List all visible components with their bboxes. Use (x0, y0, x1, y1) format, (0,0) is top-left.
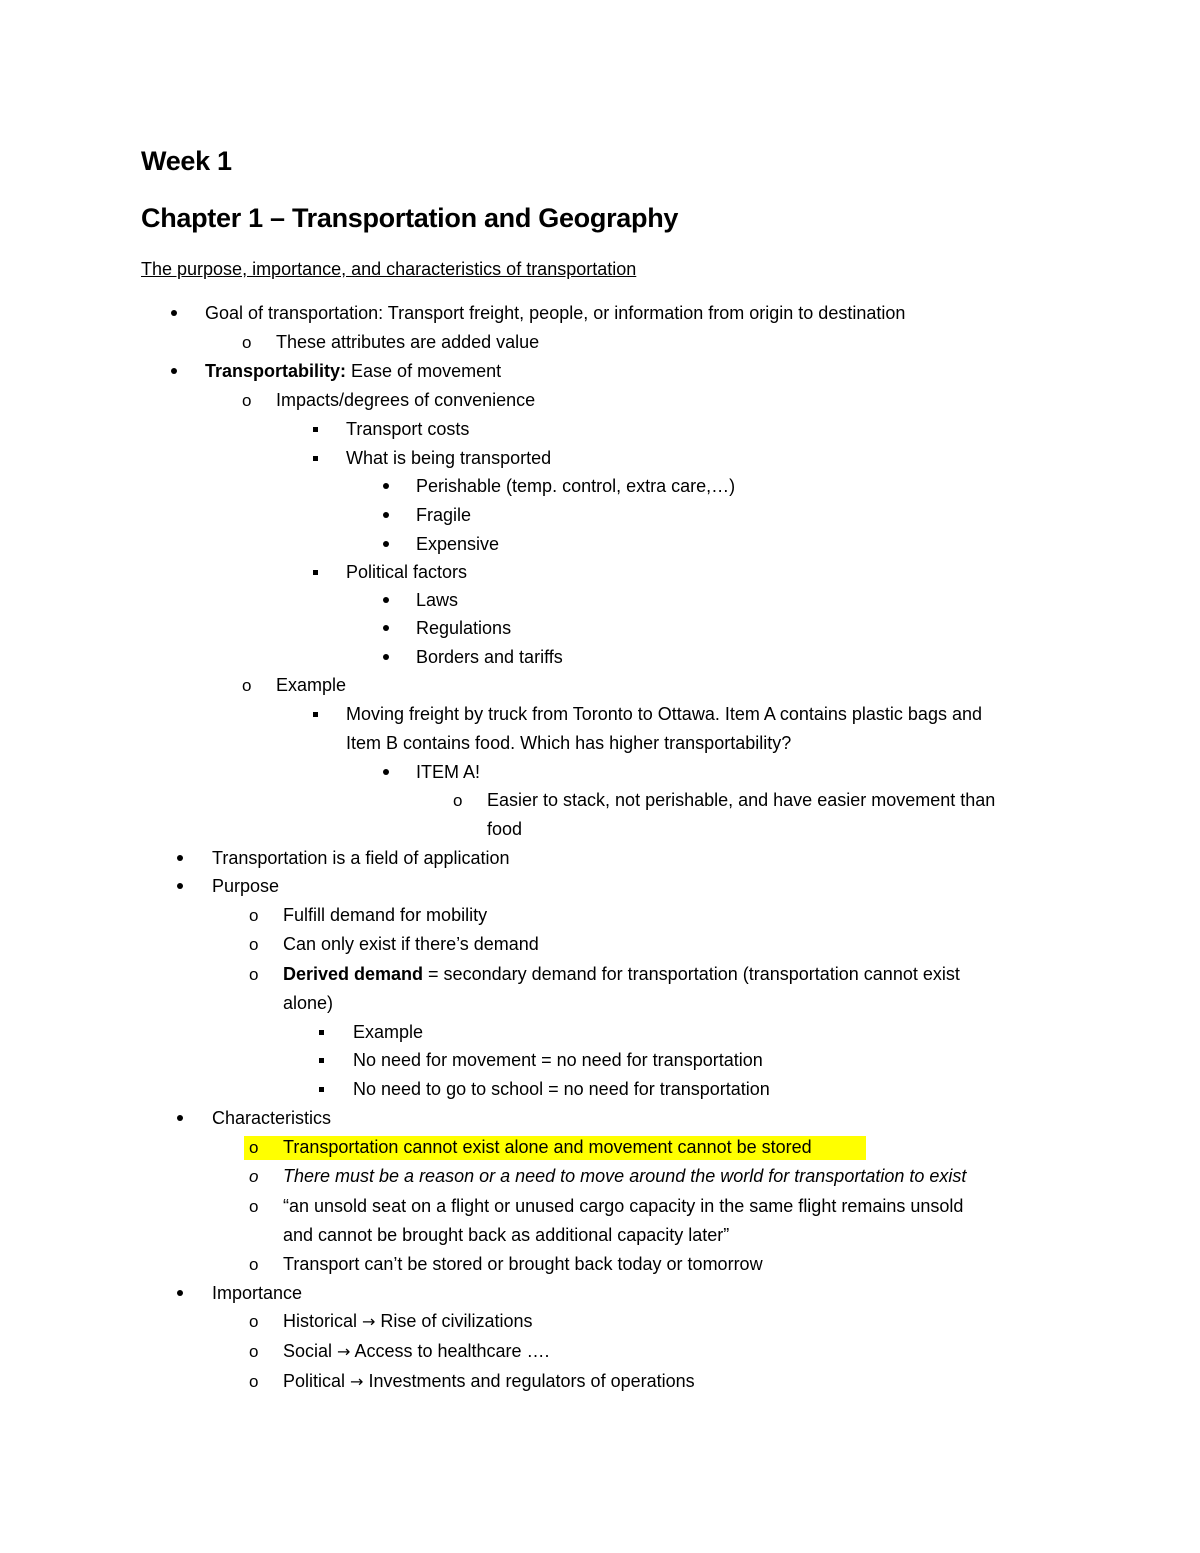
bullet-ring: o (249, 1197, 259, 1216)
bullet-disc (383, 541, 389, 547)
item-text (283, 1337, 550, 1366)
bullet-disc (383, 483, 389, 489)
bullet-disc (177, 1115, 183, 1121)
bullet-ring: o (249, 1372, 259, 1391)
bullet-ring: o (249, 1312, 259, 1331)
item-text-rest: = secondary demand for transportation (transportation cannot exist (423, 964, 960, 984)
chapter-heading: Chapter 1 – Transportation and Geography (141, 203, 679, 233)
item-text: No need for movement = no need for transportation (353, 1050, 763, 1070)
item-text-part: Investments and regulators of operations (363, 1371, 695, 1391)
bullet-disc (383, 654, 389, 660)
bullet-square (313, 427, 318, 432)
bullet-square (313, 570, 318, 575)
arrow-right-icon: → (350, 1372, 364, 1391)
bullet-ring: o (453, 791, 463, 810)
bullet-ring: o (242, 391, 252, 410)
item-text: Goal of transportation: Transport freight, people, or information from origin to destination (205, 303, 906, 323)
item-text: Transport can’t be stored or brought back today or tomorrow (283, 1254, 763, 1274)
item-text: Example (276, 675, 347, 695)
item-text: Political factors (346, 562, 468, 582)
item-text: Transportation is a field of application (212, 848, 510, 868)
bold-term: Transportability: (205, 361, 347, 381)
item-text (283, 1367, 695, 1396)
week-heading: Week 1 (141, 146, 232, 176)
section-subtitle: The purpose, importance, and characteristics of transportation (141, 259, 637, 279)
bullet-ring: o (249, 935, 259, 954)
item-text-part: Social (283, 1341, 338, 1361)
item-text: and cannot be brought back as additional capacity later” (283, 1225, 730, 1245)
arrow-right-icon: → (337, 1342, 351, 1361)
bullet-disc (171, 368, 177, 374)
bullet-ring: o (249, 1255, 259, 1274)
item-text-part: Access to healthcare …. (350, 1341, 550, 1361)
item-text-part: Rise of civilizations (375, 1311, 533, 1331)
item-text: alone) (283, 993, 334, 1013)
item-text: Expensive (416, 534, 500, 554)
item-text-part: Historical (283, 1311, 363, 1331)
item-text (283, 960, 960, 989)
item-text: Example (353, 1022, 424, 1042)
bullet-ring: o (249, 906, 259, 925)
item-text: No need to go to school = no need for transportation (353, 1079, 770, 1099)
bullet-square (319, 1030, 324, 1035)
item-text: Item B contains food. Which has higher transportability? (346, 733, 792, 753)
bullet-ring: o (249, 1342, 259, 1361)
item-text: Fragile (416, 505, 472, 525)
bullet-disc (383, 769, 389, 775)
bullet-disc (171, 310, 177, 316)
item-text (205, 357, 501, 386)
item-text: These attributes are added value (276, 332, 540, 352)
bullet-disc (177, 883, 183, 889)
item-text: What is being transported (346, 448, 552, 468)
bullet-ring: o (249, 1138, 259, 1157)
bullet-square (319, 1058, 324, 1063)
bullet-disc (383, 512, 389, 518)
bullet-square (313, 456, 318, 461)
item-text: Borders and tariffs (416, 647, 563, 667)
item-text (283, 1307, 532, 1336)
item-text: food (487, 819, 523, 839)
item-text: Purpose (212, 876, 280, 896)
bullet-ring: o (242, 676, 252, 695)
item-text: Characteristics (212, 1108, 332, 1128)
bullet-disc (177, 1290, 183, 1296)
item-text: Moving freight by truck from Toronto to Ottawa. Item A contains plastic bags and (346, 704, 982, 724)
bullet-ring: o (249, 965, 259, 984)
bullet-ring: o (249, 1167, 259, 1186)
item-text: Laws (416, 590, 459, 610)
bullet-square (313, 712, 318, 717)
bullet-ring: o (242, 333, 252, 352)
item-text: Easier to stack, not perishable, and have easier movement than (487, 790, 996, 810)
bullet-square (319, 1087, 324, 1092)
item-text-rest: Ease of movement (346, 361, 502, 381)
item-text: There must be a reason or a need to move around the world for transportation to exist (283, 1166, 967, 1186)
item-text: ITEM A! (416, 762, 481, 782)
item-text: Importance (212, 1283, 303, 1303)
bold-term: Derived demand (283, 964, 424, 984)
item-text: Impacts/degrees of convenience (276, 390, 536, 410)
bullet-disc (383, 625, 389, 631)
bullet-disc (383, 597, 389, 603)
item-text: Transport costs (346, 419, 470, 439)
item-text: Regulations (416, 618, 512, 638)
arrow-right-icon: → (362, 1312, 376, 1331)
bullet-disc (177, 855, 183, 861)
item-text: Transportation cannot exist alone and movement cannot be stored (283, 1137, 812, 1157)
item-text: Can only exist if there’s demand (283, 934, 539, 954)
item-text: “an unsold seat on a flight or unused cargo capacity in the same flight remains unsold (283, 1196, 964, 1216)
item-text-part: Political (283, 1371, 351, 1391)
item-text: Fulfill demand for mobility (283, 905, 488, 925)
item-text: Perishable (temp. control, extra care,…) (416, 476, 736, 496)
